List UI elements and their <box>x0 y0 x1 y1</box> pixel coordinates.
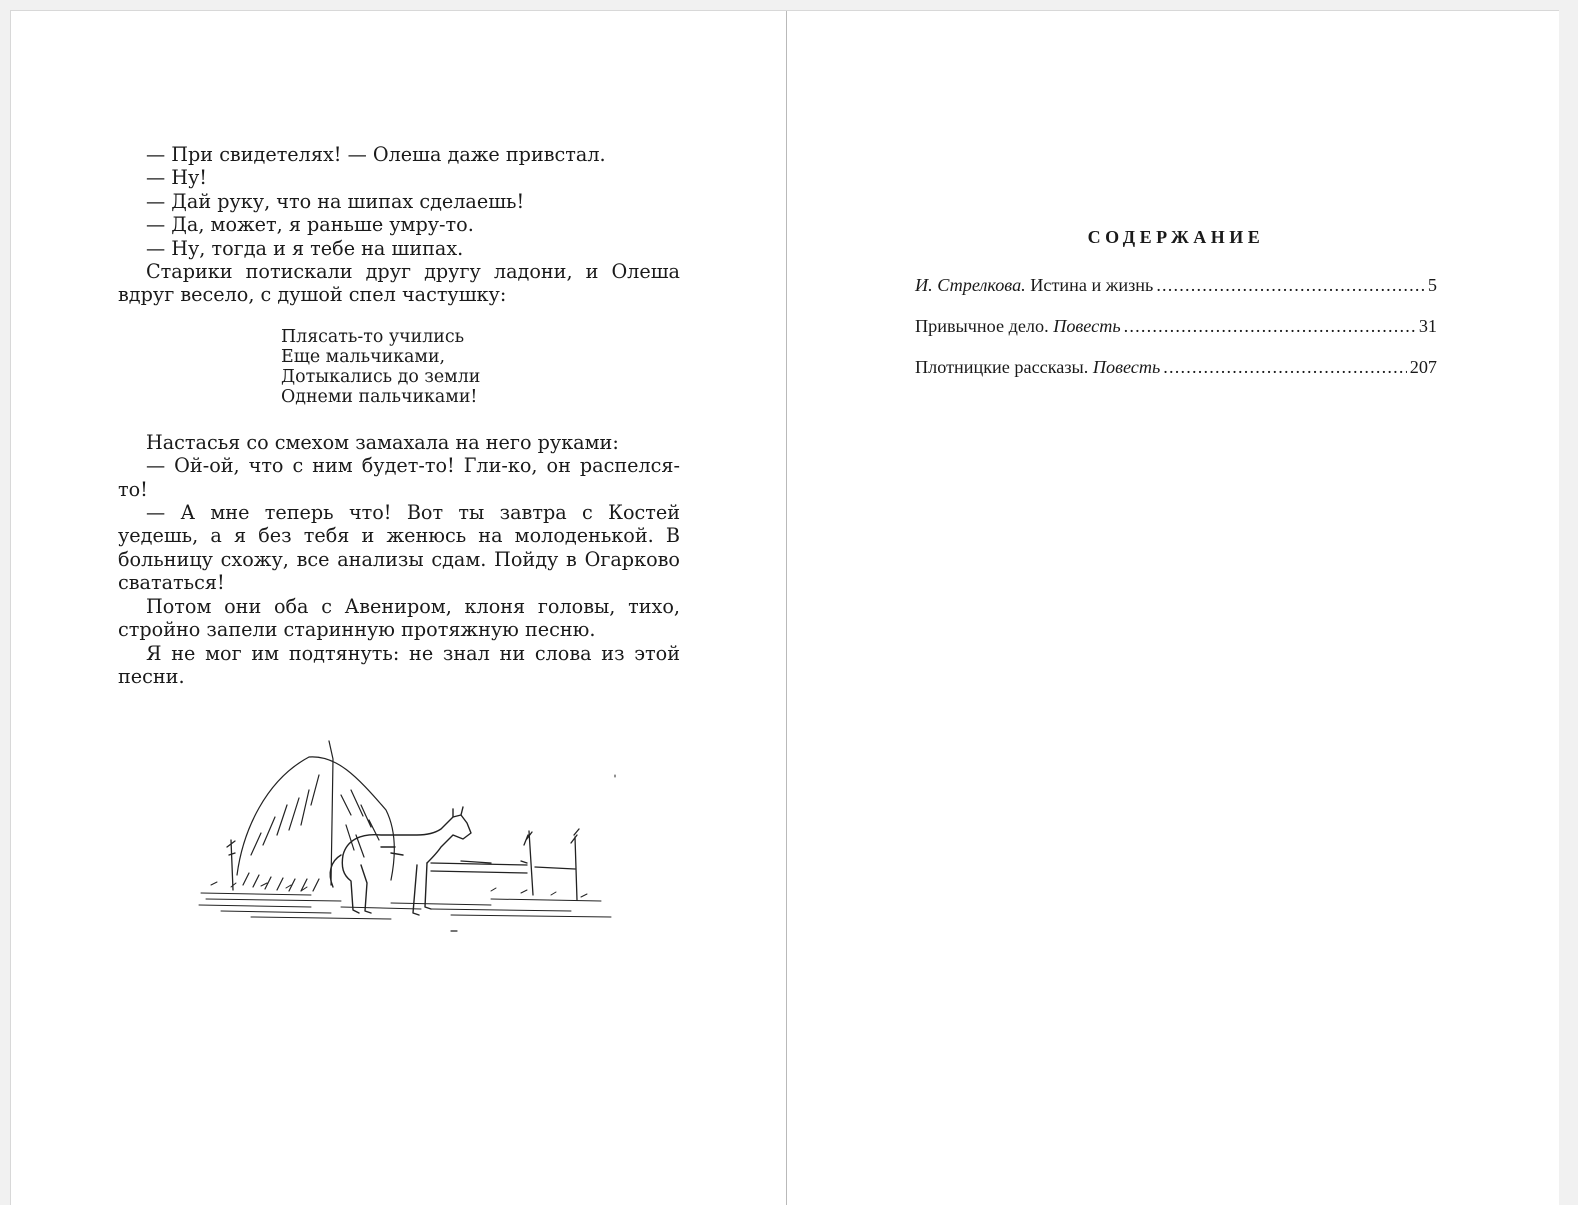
chastushka-verse <box>281 327 680 407</box>
page-gutter <box>786 11 787 1205</box>
paragraph: — Ну! <box>146 166 208 190</box>
paragraph: — Ой-ой, что с ним будет-то! Гли-ко, он распелся-то! <box>118 454 680 501</box>
toc-entry-label <box>915 274 1153 296</box>
paragraph: — Да, может, я раньше умру-то. <box>146 213 474 237</box>
toc-entry-genre: Повесть <box>1092 357 1161 377</box>
horse <box>330 807 471 915</box>
toc-leader-dots <box>1163 356 1406 378</box>
toc-entry-label <box>915 315 1121 337</box>
toc-entry-title: Истина и жизнь <box>1030 275 1154 295</box>
paragraph: — А мне теперь что! Вот ты завтра с Костей уедешь, а я без тебя и женюсь на молоденькой. В больницу схожу, все анализы сдам. Пойду в Огарково свататься! <box>118 501 680 595</box>
paragraph: Старики потискали друг другу ладони, и Олеша вдруг весело, с душой спел частушку: <box>118 260 680 307</box>
verse-line: Дотыкались до земли <box>281 366 481 387</box>
paragraph: — Ну, тогда и я тебе на шипах. <box>146 236 464 260</box>
toc-title: СОДЕРЖАНИЕ <box>1087 227 1265 247</box>
paragraph: — При свидетелях! — Олеша даже привстал. <box>146 143 606 166</box>
paragraph: Настасья со смехом замахала на него руками: <box>146 430 619 454</box>
verse-line: Плясать-то учились <box>281 326 465 347</box>
haystack-horse-illustration <box>191 735 621 935</box>
toc-leader-dots <box>1156 274 1425 296</box>
toc-leader-dots <box>1124 315 1416 337</box>
ground-hatching <box>199 882 611 919</box>
toc-entry-page: 207 <box>1409 357 1437 377</box>
left-page-text <box>118 143 680 688</box>
book-spread <box>10 10 1559 1205</box>
toc-entry-page: 31 <box>1418 316 1437 336</box>
table-of-contents <box>915 227 1437 397</box>
verse-line: Однеми пальчиками! <box>281 386 478 407</box>
verse-line: Еще мальчиками, <box>281 346 446 367</box>
haystack <box>237 741 394 891</box>
fence <box>227 829 579 900</box>
paragraph: Я не мог им подтянуть: не знал ни слова из этой песни. <box>118 641 680 688</box>
toc-entry-genre: Повесть <box>1053 316 1121 336</box>
paragraph: — Дай руку, что на шипах сделаешь! <box>146 189 525 213</box>
toc-entry-title: Привычное дело. <box>915 316 1049 336</box>
toc-entry-page: 5 <box>1427 275 1437 295</box>
toc-entry-title: Плотницкие рассказы. <box>915 357 1089 377</box>
toc-entry-author: И. Стрелкова. <box>915 275 1026 295</box>
paragraph: Потом они оба с Авениром, клоня головы, тихо, стройно запели старинную протяжную песню. <box>118 594 680 642</box>
toc-entry[interactable] <box>915 356 1437 378</box>
toc-entry[interactable] <box>915 315 1437 337</box>
toc-entry-label <box>915 356 1160 378</box>
toc-entry[interactable] <box>915 274 1437 296</box>
